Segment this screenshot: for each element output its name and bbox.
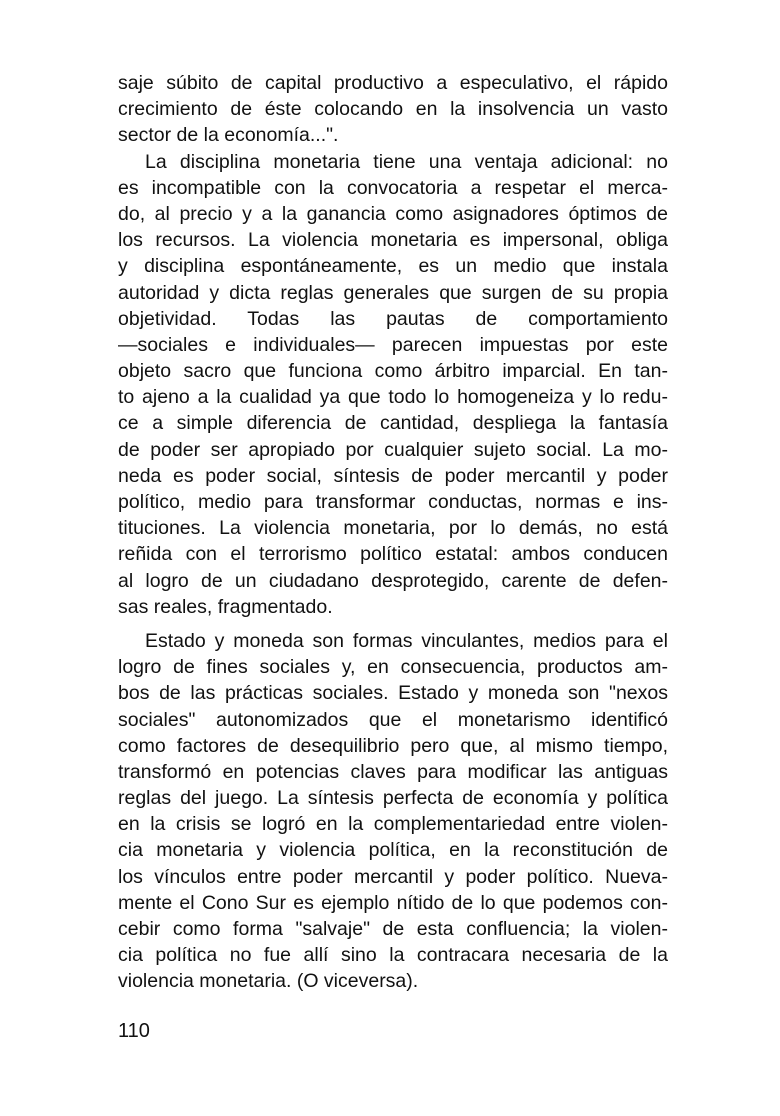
text-line: de poder ser apropiado por cualquier sujeto social. La mo- [118,438,668,461]
text-line: objeto sacro que funciona como árbitro imparcial. En tan- [118,360,668,383]
text-line: como factores de desequilibrio pero que, al mismo tiempo, [118,734,668,757]
text-line: autoridad y dicta reglas generales que surgen de su propia [118,281,668,304]
text-line: sociales" autonomizados que el monetarismo identificó [118,708,668,731]
text-line: mente el Cono Sur es ejemplo nítido de lo que podemos con- [118,891,668,914]
text-line: bos de las prácticas sociales. Estado y moneda son "nexos [118,682,668,705]
text-line: Estado y moneda son formas vinculantes, medios para el [145,629,668,652]
text-line: ce a simple diferencia de cantidad, despliega la fantasía [118,412,668,435]
text-line: los vínculos entre poder mercantil y poder político. Nueva- [118,865,668,888]
text-line: crecimiento de éste colocando en la insolvencia un vasto [118,98,668,121]
page-number: 110 [118,1020,150,1042]
paragraph-1 [118,70,668,149]
text-line: logro de fines sociales y, en consecuencia, productos am- [118,656,668,679]
text-line: político, medio para transformar conductas, normas e ins- [118,491,668,513]
paragraph-2 [118,149,668,620]
text-line: violencia monetaria. (O viceversa). [118,970,419,993]
text-line: —sociales e individuales— parecen impuestas por este [118,333,668,356]
paragraph-gap [118,620,668,628]
text-line: los recursos. La violencia monetaria es impersonal, obliga [118,229,668,252]
paragraph-3 [118,628,668,995]
text-line: objetividad. Todas las pautas de comportamiento [118,307,668,330]
text-line: La disciplina monetaria tiene una ventaja adicional: no [145,150,668,173]
text-line: do, al precio y a la ganancia como asignadores óptimos de [118,202,668,225]
text-line: cia monetaria y violencia política, en la reconstitución de [118,839,668,862]
text-line: en la crisis se logró en la complementariedad entre violen- [118,813,668,836]
text-line: reglas del juego. La síntesis perfecta de economía y política [118,787,668,810]
text-line: sas reales, fragmentado. [118,595,333,618]
text-line: cia política no fue allí sino la contracara necesaria de la [118,944,668,967]
text-line: es incompatible con la convocatoria a respetar el merca- [118,176,668,199]
text-line: tituciones. La violencia monetaria, por lo demás, no está [118,517,668,540]
text-line: saje súbito de capital productivo a especulativo, el rápido [118,72,668,94]
body-text [118,70,668,995]
text-line: sector de la economía...". [118,124,339,147]
text-line: y disciplina espontáneamente, es un medio que instala [118,255,668,278]
text-line: al logro de un ciudadano desprotegido, carente de defen- [118,569,668,592]
text-line: cebir como forma "salvaje" de esta confluencia; la violen- [118,918,668,940]
text-line: to ajeno a la cualidad ya que todo lo homogeneiza y lo redu- [118,386,668,409]
text-line: neda es poder social, síntesis de poder mercantil y poder [118,464,668,487]
text-line: transformó en potencias claves para modificar las antiguas [118,760,668,783]
text-line: reñida con el terrorismo político estatal: ambos conducen [118,543,668,566]
